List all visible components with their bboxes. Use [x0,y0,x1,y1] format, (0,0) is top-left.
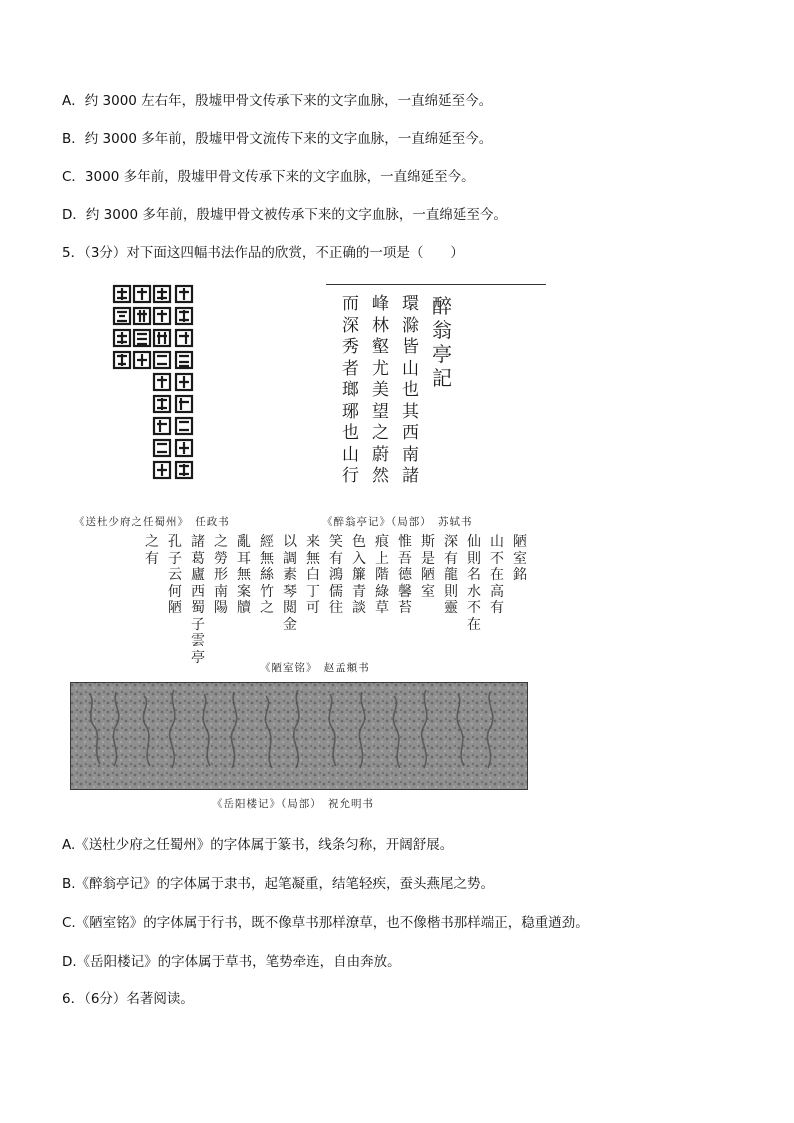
zuiweng-title: 醉翁亭記 [432,294,452,390]
loushiming-col: 孔子云何陋 [168,534,182,616]
loushiming-col: 山不在高有 [490,534,504,616]
loushiming-artwork [112,534,532,666]
loushiming-col: 之勞形南陽 [214,534,228,616]
seal-script-artwork [112,284,196,496]
zuiweng-caption: 《醉翁亭记》（局部） 苏轼书 [322,516,473,528]
loushiming-col: 之有 [145,534,159,567]
loushiming-col: 經無絲竹之 [260,534,274,616]
loushiming-col: 亂耳無案牘 [237,534,251,616]
zuiweng-col-1: 環滁皆山也其西南諸 [402,294,419,486]
loushiming-col: 惟吾德馨苔 [398,534,412,616]
loushiming-col: 斯是陋室 [421,534,435,600]
loushiming-col: 深有龍則靈 [444,534,458,616]
q5-option-a: A.《送杜少府之任蜀州》的字体属于篆书，线条匀称，开阔舒展。 [62,837,454,853]
seal-script-caption: 《送杜少府之任蜀州》 任政书 [74,516,230,528]
loushiming-caption: 《陋室铭》 赵孟頫书 [260,662,370,674]
q4-option-a: A．约 3000 左右年，殷墟甲骨文传承下来的文字血脉，一直绵延至今。 [62,93,493,109]
q6-stem: 6．（6分）名著阅读。 [62,991,194,1007]
loushiming-col: 痕上階綠草 [375,534,389,616]
zuiweng-col-2: 峰林壑尤美望之蔚然 [372,294,389,486]
yueyanglou-artwork [70,682,528,790]
yueyanglou-caption: 《岳阳楼记》（局部） 祝允明书 [212,798,374,810]
artwork-top-rule [326,284,546,285]
q4-option-d: D．约 3000 多年前，殷墟甲骨文被传承下来的文字血脉，一直绵延至今。 [62,207,507,223]
q5-option-c: C.《陋室铭》的字体属于行书，既不像草书那样潦草，也不像楷书那样端正，稳重遒劲。 [62,915,589,931]
loushiming-col: 陋室銘 [513,534,527,583]
loushiming-col: 以調素琴閲金 [283,534,297,633]
zuiweng-artwork [336,294,456,494]
q4-option-b: B．约 3000 多年前，殷墟甲骨文流传下来的文字血脉，一直绵延至今。 [62,131,493,147]
loushiming-col: 諸葛廬西蜀子雲亭 [191,534,205,666]
loushiming-col: 笑有鴻儒往 [329,534,343,616]
loushiming-col: 仙則名水不在 [467,534,481,633]
q5-option-b: B.《醉翁亭记》的字体属于隶书，起笔凝重，结笔轻疾，蚕头燕尾之势。 [62,876,495,892]
q5-stem: 5．（3分）对下面这四幅书法作品的欣赏，不正确的一项是（ ） [62,245,464,261]
q4-option-c: C．3000 多年前，殷墟甲骨文传承下来的文字血脉，一直绵延至今。 [62,169,475,185]
q5-option-d: D.《岳阳楼记》的字体属于草书，笔势牵连，自由奔放。 [62,954,401,970]
zuiweng-col-3: 而深秀者瑯琊也山行 [342,294,359,486]
loushiming-col: 色入簾青談 [352,534,366,616]
loushiming-col: 来無白丁可 [306,534,320,616]
